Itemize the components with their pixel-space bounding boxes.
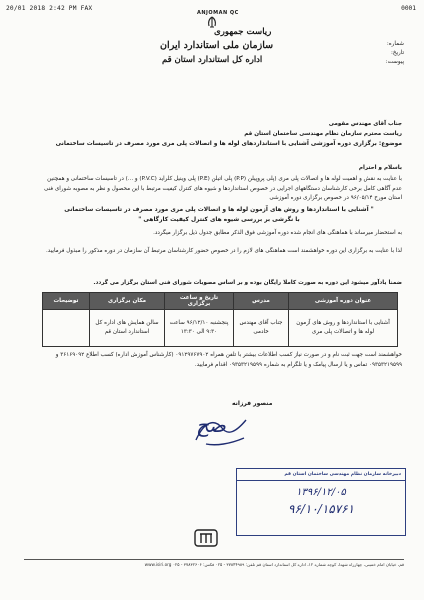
header-instructor: مدرس <box>234 293 289 310</box>
schedule-table <box>42 292 398 347</box>
paragraph-1: با عنایت به نقش و اهمیت لوله ها و اتصالات پلی مری (پلی پروپیلن (P.P) پلی اتیلن (P.E) پلی وینیل کلراید (P.V.C) و ...) در تاسیسات ساختمانی و همچنین عدم آگاهی کامل برخی کارشناسان دستگاههای اجرایی در خصوص استانداردها و شیوه های کنترل کیفیت مرتبط با این محصول و نظر به مصوبه شورای فنی استان مورخ ۹۶/۰۵/۱۴ در خصوص برگزاری دوره آموزشی <box>44 176 402 202</box>
standard-logo-icon <box>193 528 219 552</box>
recipient-title: ریاست محترم سازمان نظام مهندسی ساختمان استان قم <box>244 131 402 137</box>
cell-datetime: پنجشنبه ۹۶/۱۲/۱۰ ساعت ۹:۳۰ الی ۱۳:۳۰ <box>165 310 234 347</box>
stamp-number: ۹۶/۱۰/۱۵۷۶۱ <box>287 502 355 516</box>
stamp-title: دبیرخانه سازمان نظام مهندسی ساختمان استان قم <box>237 469 405 481</box>
paragraph-2: به استحضار میرساند با هماهنگی های انجام شده دوره آموزشی فوق الذکر مطابق جدول ذیل برگزار میگردد. <box>153 230 402 236</box>
cell-course: آشنایی با استانداردها و روش های آزمون لوله ها و اتصالات پلی مری <box>289 310 398 347</box>
contact-paragraph: خواهشمند است جهت ثبت نام و در صورت نیاز کسب اطلاعات بیشتر با تلفن همراه ۰۹۱۲۹۷۶۷۹۰۲ (کارشناس آموزش اداره) کسب اطلاع ۳۶۱۶۹۰۹۲ و ۰۹۳۵۳۲۱۹۵۹۹ تماس و یا ارسال پیامک و یا تلگرام به شماره ۰۹۳۵۳۲۱۹۵۹۹ اقدام فرمایید. <box>55 352 402 368</box>
schedule-table-wrap <box>42 292 398 347</box>
letter-meta <box>386 40 404 67</box>
fax-page-number: 0001 <box>401 5 416 12</box>
header-course: عنوان دوره آموزشی <box>289 293 398 310</box>
signer-name: منصور فرزانه <box>232 400 273 407</box>
header-datetime: تاریخ و ساعت برگزاری <box>165 293 234 310</box>
subject: موضوع: برگزاری دوره آموزشی آشنایی با استانداردهای لوله ها و اتصالات پلی مری مورد مصرف در تاسیسات ساختمانی <box>55 141 402 147</box>
signature-icon <box>186 410 256 454</box>
cell-notes <box>43 310 90 347</box>
signer-mark: صح <box>196 413 226 437</box>
cell-instructor: جناب آقای مهندس خادمی <box>234 310 289 347</box>
footer-divider <box>24 559 404 560</box>
stamp-date: ۱۳۹۶/۱۲/۰۵ <box>296 487 346 498</box>
date-label: تاریخ: <box>390 50 404 56</box>
recipient: جناب آقای مهندس مقومی <box>328 121 402 127</box>
registration-stamp <box>236 468 406 536</box>
cell-location: سالن همایش های اداره کل استاندارد استان قم <box>90 310 165 347</box>
number-label: شماره: <box>386 41 404 47</box>
letterhead-line3: اداره کل استاندارد استان قم <box>162 54 263 64</box>
table-header-row <box>43 293 398 310</box>
note: ضمنا یادآور میشود این دوره به صورت کاملا رایگان بوده و بر اساس مصوبات شورای فنی استان برگزار می گردد. <box>93 280 402 286</box>
course-title: " آشنایی با استانداردها و روش های آزمون لوله ها و اتصالات پلی مری مورد مصرف در تاسیسات ساختمانی <box>64 207 374 213</box>
table-row <box>43 310 398 347</box>
attachment-label: پیوست: <box>385 59 404 65</box>
greeting: باسلام و احترام <box>358 165 402 171</box>
fax-header: 20/01 2018 2:42 PM FAX <box>6 5 93 12</box>
footer-address: قم، خیابان امام خمینی، چهارراه شهدا، کوچه شماره ۱۲، اداره کل استاندارد استان قم تلفن: ۳۷۸۴۴۹۸۹ - ۰۲۵ فکس: ۳۷۸۳۲۶۰۶ - ۰۲۵ www.isiri.org <box>144 562 404 567</box>
qc-label: ANJOMAN QC <box>197 10 239 16</box>
letterhead-line1: ریاست جمهوری <box>214 27 272 37</box>
paragraph-3: لذا با عنایت به برگزاری این دوره خواهشمند است هماهنگی های لازم را در خصوص حضور کارشناسان مرتبط آن سازمان در دوره مذکور را مبذول فرمایید. <box>46 248 402 254</box>
course-title-2: با نگرشی بر بررسی شیوه های کنترل کیفیت کارگاهی " <box>138 217 300 223</box>
letterhead-line2: سازمان ملی استاندارد ایران <box>160 40 274 51</box>
header-location: مکان برگزاری <box>90 293 165 310</box>
header-notes: توضیحات <box>43 293 90 310</box>
